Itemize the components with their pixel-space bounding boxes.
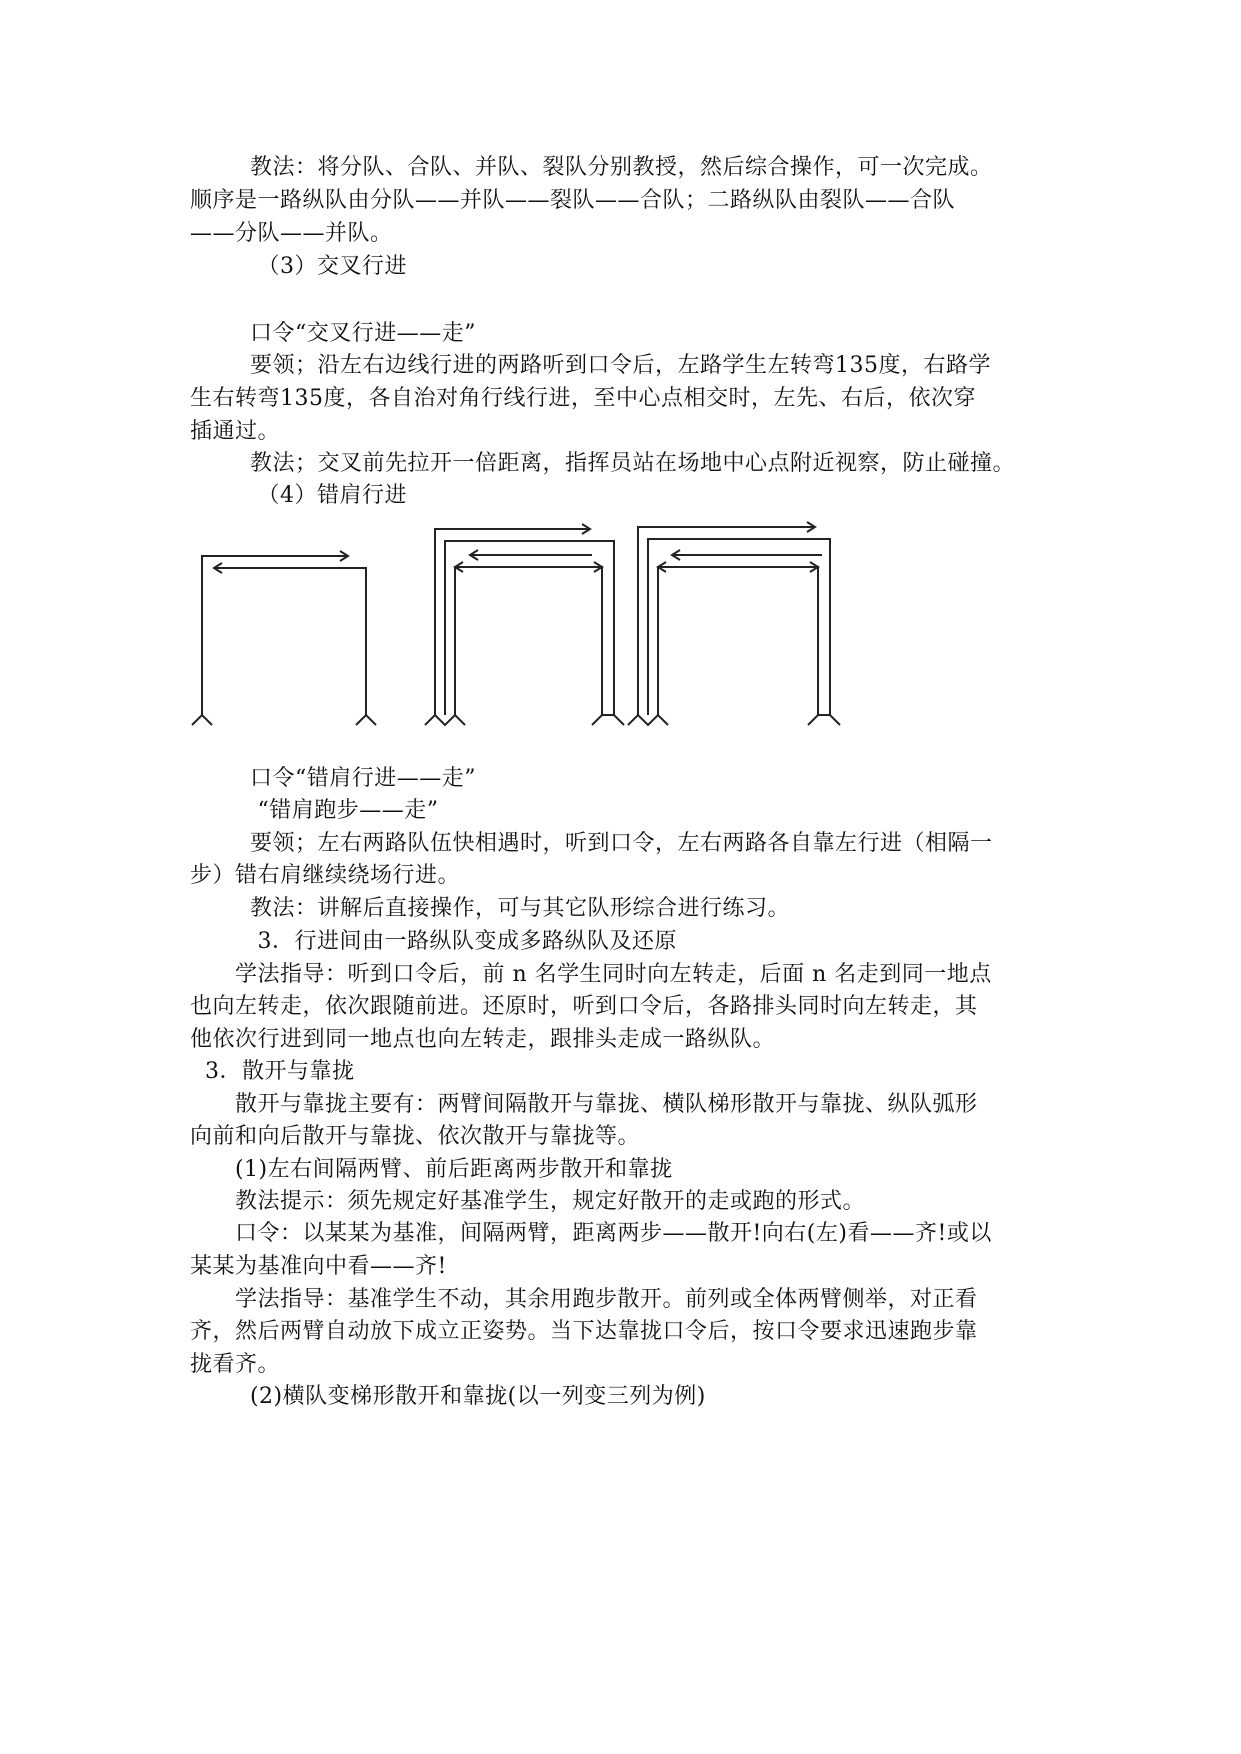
section-heading: （3）交叉行进 — [190, 254, 407, 279]
section-heading: 3．行进间由一路纵队变成多路纵队及还原 — [190, 929, 677, 954]
paragraph-line: 教法提示：须先规定好基准学生，规定好散开的走或跑的形式。 — [190, 1189, 865, 1214]
diagram-two-lanes — [425, 524, 624, 725]
paragraph-line: 步）错右肩继续绕场行进。 — [190, 863, 461, 888]
section-heading: （4）错肩行进 — [190, 483, 407, 508]
command-line: “错肩跑步——走” — [190, 798, 439, 823]
paragraph-line: 要领；左右两路队伍快相遇时，听到口令，左右两路各自靠左行进（相隔一 — [190, 831, 993, 856]
paragraph-line: 他依次行进到同一地点也向左转走，跟排头走成一路纵队。 — [190, 1027, 776, 1052]
paragraph-line: 教法；交叉前先拉开一倍距离，指挥员站在场地中心点附近视察，防止碰撞。 — [190, 451, 1015, 476]
paragraph-line: 口令：以某某为基准，间隔两臂，距离两步——散开!向右(左)看——齐!或以 — [190, 1221, 992, 1246]
paragraph-line: ——分队——并队。 — [190, 221, 393, 246]
paragraph-line: 生右转弯135度，各自治对角行线行进，至中心点相交时，左先、右后，依次穿 — [190, 386, 976, 411]
diagram-svg — [190, 515, 890, 730]
diagram-single-lane — [192, 551, 376, 725]
paragraph-line: 某某为基准向中看——齐! — [190, 1254, 447, 1279]
command-line: 口令“错肩行进——走” — [190, 766, 476, 791]
paragraph-line: 顺序是一路纵队由分队——并队——裂队——合队；二路纵队由裂队——合队 — [190, 188, 956, 213]
paragraph-line: 学法指导：基准学生不动，其余用跑步散开。前列或全体两臂侧举，对正看 — [190, 1287, 978, 1312]
section-heading: 3．散开与靠拢 — [190, 1059, 355, 1084]
paragraph-line: 也向左转走，依次跟随前进。还原时，听到口令后，各路排头同时向左转走，其 — [190, 994, 978, 1019]
paragraph-line: 教法：讲解后直接操作，可与其它队形综合进行练习。 — [190, 896, 790, 921]
paragraph-line: 散开与靠拢主要有：两臂间隔散开与靠拢、横队梯形散开与靠拢、纵队弧形 — [190, 1092, 978, 1117]
paragraph-line: 要领；沿左右边线行进的两路听到口令后，左路学生左转弯135度，右路学 — [190, 353, 991, 378]
section-heading: (1)左右间隔两臂、前后距离两步散开和靠拢 — [190, 1157, 673, 1182]
paragraph-line: 拢看齐。 — [190, 1352, 281, 1377]
command-line: 口令“交叉行进——走” — [190, 321, 476, 346]
paragraph-line: 齐，然后两臂自动放下成立正姿势。当下达靠拢口令后，按口令要求迅速跑步靠 — [190, 1319, 978, 1344]
paragraph-line: 插通过。 — [190, 419, 281, 444]
staggered-march-diagram — [190, 515, 890, 730]
paragraph-line: 教法：将分队、合队、并队、裂队分别教授，然后综合操作，可一次完成。 — [190, 155, 993, 180]
section-heading: (2)横队变梯形散开和靠拢(以一列变三列为例) — [190, 1384, 706, 1409]
diagram-three-lanes — [628, 522, 840, 725]
paragraph-line: 向前和向后散开与靠拢、依次散开与靠拢等。 — [190, 1124, 641, 1149]
paragraph-line: 学法指导：听到口令后，前 n 名学生同时向左转走，后面 n 名走到同一地点 — [190, 962, 992, 987]
